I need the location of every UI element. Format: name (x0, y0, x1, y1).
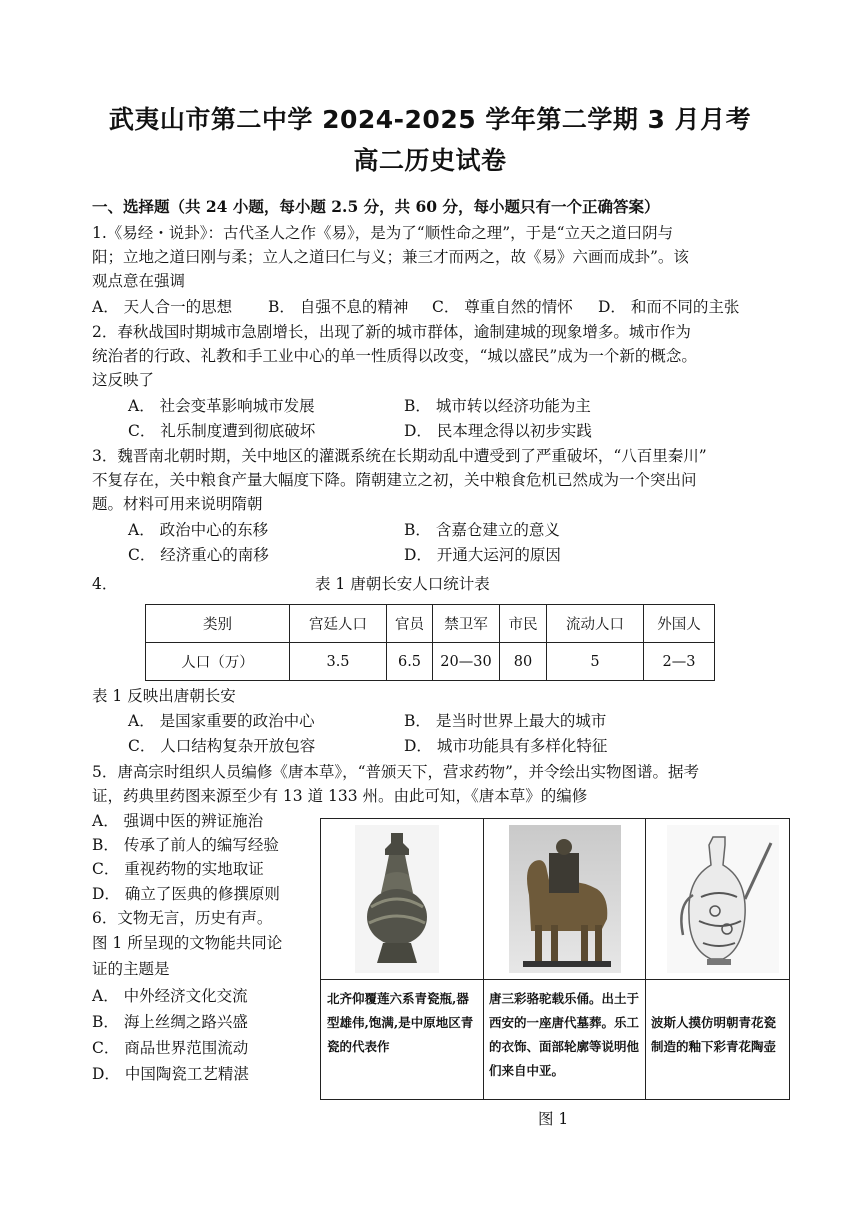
q1-line: 1.《易经・说卦》：古代圣人之作《易》，是为了“顺性命之理”，于是“立天之道曰阴与 (92, 224, 674, 242)
table-header-cell: 禁卫军 (433, 605, 500, 643)
q4-number: 4． (92, 575, 118, 593)
figure-caption: 北齐仰覆莲六系青瓷瓶,器型雄伟,饱满,是中原地区青瓷的代表作 (327, 991, 474, 1054)
q1-line: 阳；立地之道曰刚与柔；立人之道曰仁与义；兼三才而两之，故《易》六画而成卦”。该 (92, 248, 689, 266)
q5-option-b: B． 传承了前人的编写经验 (92, 836, 279, 854)
q1-line: 观点意在强调 (92, 272, 186, 290)
table-header-cell: 外国人 (644, 605, 715, 643)
q6-option-a: A． 中外经济文化交流 (92, 987, 248, 1005)
table-row (146, 643, 715, 681)
ewer-image (667, 825, 779, 973)
section-heading: 一、选择题（共 24 小题，每小题 2.5 分，共 60 分，每小题只有一个正确答案） (92, 197, 660, 216)
table-cell: 80 (500, 643, 547, 681)
camel-figurine-image (509, 825, 621, 973)
q1-option-d: D． 和而不同的主张 (598, 298, 740, 316)
figure-1 (320, 818, 790, 1100)
q3-option-d: D． 开通大运河的原因 (404, 546, 561, 564)
table-header-cell: 流动人口 (547, 605, 644, 643)
q2-option-a: A． 社会变革影响城市发展 (128, 397, 315, 415)
table-cell: 3.5 (290, 643, 387, 681)
q5-line: 5．唐高宗时组织人员编修《唐本草》，“普颁天下，营求药物”，并令绘出实物图谱。据考 (92, 763, 699, 781)
q3-option-c: C． 经济重心的南移 (128, 546, 269, 564)
lotus-vase-image (355, 825, 439, 973)
q6-option-d: D． 中国陶瓷工艺精湛 (92, 1065, 249, 1083)
q1-option-b: B． 自强不息的精神 (268, 298, 409, 316)
table-cell: 2—3 (644, 643, 715, 681)
q4-option-d: D． 城市功能具有多样化特征 (404, 737, 608, 755)
q3-option-a: A． 政治中心的东移 (128, 521, 269, 539)
q2-line: 统治者的行政、礼教和手工业中心的单一性质得以改变，“城以盛民”成为一个新的概念。 (92, 347, 697, 365)
q4-stem: 表 1 反映出唐朝长安 (92, 687, 236, 705)
q2-option-c: C． 礼乐制度遭到彻底破坏 (128, 422, 316, 440)
q6-line: 6．文物无言，历史有声。 (92, 909, 273, 927)
q4-option-a: A． 是国家重要的政治中心 (128, 712, 315, 730)
table-header-cell: 宫廷人口 (290, 605, 387, 643)
q2-line: 2．春秋战国时期城市急剧增长，出现了新的城市群体，逾制建城的现象增多。城市作为 (92, 323, 691, 341)
exam-subtitle: 高二历史试卷 (353, 146, 507, 175)
q2-option-d: D． 民本理念得以初步实践 (404, 422, 592, 440)
q1-option-a: A． 天人合一的思想 (92, 298, 233, 316)
q5-line: 证，药典里药图来源至少有 13 道 133 州。由此可知，《唐本草》的编修 (92, 787, 588, 805)
table-cell: 人口（万） (146, 643, 290, 681)
q5-option-c: C． 重视药物的实地取证 (92, 860, 264, 878)
q1-option-c: C． 尊重自然的情怀 (432, 298, 573, 316)
q2-option-b: B． 城市转以经济功能为主 (404, 397, 591, 415)
table-header-cell: 官员 (387, 605, 433, 643)
q5-option-a: A． 强调中医的辨证施治 (92, 812, 264, 830)
table-header-row (146, 605, 715, 643)
q6-line: 图 1 所呈现的文物能共同论 (92, 934, 283, 952)
table-title: 表 1 唐朝长安人口统计表 (315, 575, 490, 593)
table-cell: 20—30 (433, 643, 500, 681)
q3-option-b: B． 含嘉仓建立的意义 (404, 521, 560, 539)
q4-option-b: B． 是当时世界上最大的城市 (404, 712, 607, 730)
table-header-cell: 市民 (500, 605, 547, 643)
table-cell: 5 (547, 643, 644, 681)
population-table (145, 604, 715, 681)
q6-option-b: B． 海上丝绸之路兴盛 (92, 1013, 248, 1031)
q3-line: 题。材料可用来说明隋朝 (92, 495, 263, 513)
figure-caption: 波斯人摸仿明朝青花瓷制造的釉下彩青花陶壶 (651, 1015, 777, 1054)
figure-label: 图 1 (538, 1110, 569, 1128)
q4-option-c: C． 人口结构复杂开放包容 (128, 737, 316, 755)
q3-line: 3．魏晋南北朝时期，关中地区的灌溉系统在长期动乱中遭受到了严重破坏，“八百里秦川” (92, 447, 707, 465)
q6-line: 证的主题是 (92, 960, 170, 978)
exam-title: 武夷山市第二中学 2024-2025 学年第二学期 3 月月考 (108, 105, 752, 134)
table-header-cell: 类别 (146, 605, 290, 643)
q2-line: 这反映了 (92, 371, 155, 389)
q6-option-c: C． 商品世界范围流动 (92, 1039, 249, 1057)
q3-line: 不复存在，关中粮食产量大幅度下降。隋朝建立之初，关中粮食危机已然成为一个突出问 (92, 471, 697, 489)
figure-caption: 唐三彩骆驼载乐俑。出土于西安的一座唐代墓葬。乐工的衣饰、面部轮廓等说明他们来自中亚。 (489, 991, 640, 1078)
q5-option-d: D． 确立了医典的修撰原则 (92, 885, 280, 903)
table-cell: 6.5 (387, 643, 433, 681)
